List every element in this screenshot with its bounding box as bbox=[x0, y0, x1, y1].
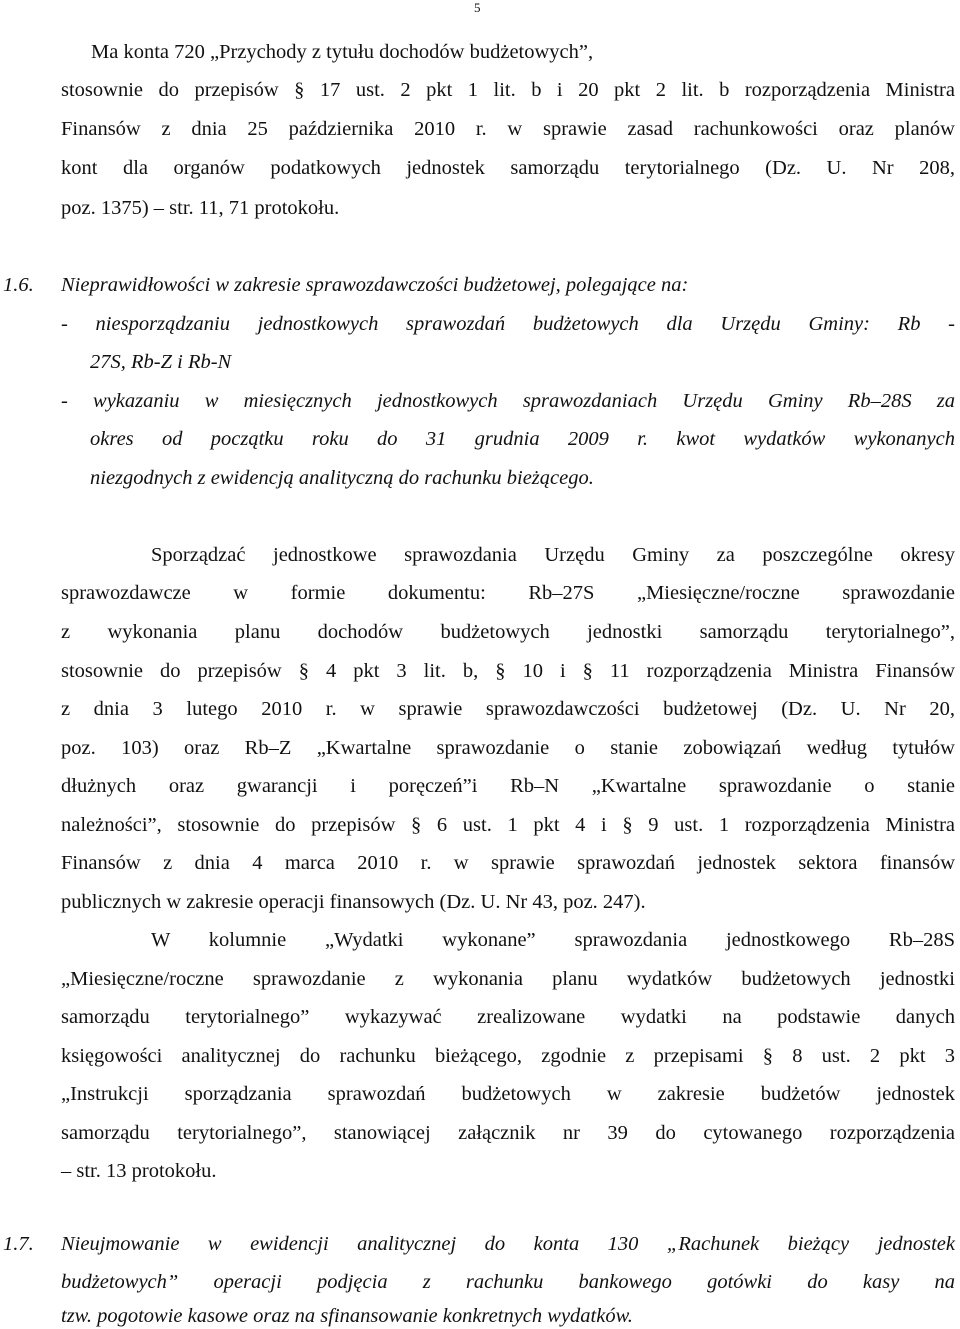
text-line: dłużnych oraz gwarancji i poręczeń”i Rb–N „Kwartalne sprawozdanie o stanie bbox=[61, 775, 955, 797]
text-line: stosownie do przepisów § 17 ust. 2 pkt 1 lit. b i 20 pkt 2 lit. b rozporządzenia Ministra bbox=[61, 79, 955, 101]
finding-number: 1.7. bbox=[3, 1233, 34, 1255]
text-line: kont dla organów podatkowych jednostek samorządu terytorialnego (Dz. U. Nr 208, bbox=[61, 157, 955, 179]
text-line: należności”, stosownie do przepisów § 6 ust. 1 pkt 4 i § 9 ust. 1 rozporządzenia Ministra bbox=[61, 814, 955, 836]
text-line: Finansów z dnia 4 marca 2010 r. w sprawie sprawozdań jednostek sektora finansów bbox=[61, 852, 955, 874]
text-line: samorządu terytorialnego”, stanowiącej załącznik nr 39 do cytowanego rozporządzenia bbox=[61, 1122, 955, 1144]
finding-item-cont: okres od początku roku do 31 grudnia 2009 r. kwot wydatków wykonanych bbox=[90, 428, 955, 450]
text-line: sprawozdawcze w formie dokumentu: Rb–27S „Miesięczne/roczne sprawozdanie bbox=[61, 582, 955, 604]
finding-item-cont: 27S, Rb-Z i Rb-N bbox=[90, 351, 232, 373]
text-line: stosownie do przepisów § 4 pkt 3 lit. b, § 10 i § 11 rozporządzenia Ministra Finansów bbox=[61, 660, 955, 682]
finding-number: 1.6. bbox=[3, 274, 34, 296]
text-line: z wykonania planu dochodów budżetowych jednostki samorządu terytorialnego”, bbox=[61, 621, 955, 643]
finding-line: Nieujmowanie w ewidencji analitycznej do konta 130 „Rachunek bieżący jednostek bbox=[61, 1233, 955, 1255]
text-line: z dnia 3 lutego 2010 r. w sprawie sprawozdawczości budżetowej (Dz. U. Nr 20, bbox=[61, 698, 955, 720]
text-line: – str. 13 protokołu. bbox=[61, 1160, 217, 1182]
text-line: samorządu terytorialnego” wykazywać zrealizowane wydatki na podstawie danych bbox=[61, 1006, 955, 1028]
finding-item: - wykazaniu w miesięcznych jednostkowych sprawozdaniach Urzędu Gminy Rb–28S za bbox=[61, 390, 955, 412]
finding-line: budżetowych” operacji podjęcia z rachunku bankowego gotówki do kasy na bbox=[61, 1271, 955, 1293]
text-line: „Miesięczne/roczne sprawozdanie z wykonania planu wydatków budżetowych jednostki bbox=[61, 968, 955, 990]
finding-line: tzw. pogotowie kasowe oraz na sfinansowanie konkretnych wydatków. bbox=[61, 1305, 633, 1327]
page-number: 5 bbox=[474, 0, 481, 15]
text-line: poz. 1375) – str. 11, 71 protokołu. bbox=[61, 197, 340, 219]
text-line: księgowości analitycznej do rachunku bieżącego, zgodnie z przepisami § 8 ust. 2 pkt 3 bbox=[61, 1045, 955, 1067]
finding-heading: Nieprawidłowości w zakresie sprawozdawczości budżetowej, polegające na: bbox=[61, 274, 689, 296]
text-line: Ma konta 720 „Przychody z tytułu dochodów budżetowych”, bbox=[91, 41, 594, 63]
finding-item-cont: niezgodnych z ewidencją analityczną do rachunku bieżącego. bbox=[90, 467, 594, 489]
text-line: „Instrukcji sporządzania sprawozdań budżetowych w zakresie budżetów jednostek bbox=[61, 1083, 955, 1105]
finding-item: - niesporządzaniu jednostkowych sprawozdań budżetowych dla Urzędu Gminy: Rb - bbox=[61, 313, 955, 335]
text-line: Finansów z dnia 25 października 2010 r. w sprawie zasad rachunkowości oraz planów bbox=[61, 118, 955, 140]
text-line: publicznych w zakresie operacji finansowych (Dz. U. Nr 43, poz. 247). bbox=[61, 891, 646, 913]
text-line: Sporządzać jednostkowe sprawozdania Urzędu Gminy za poszczególne okresy bbox=[151, 544, 955, 566]
text-line: poz. 103) oraz Rb–Z „Kwartalne sprawozdanie o stanie zobowiązań według tytułów bbox=[61, 737, 955, 759]
text-line: W kolumnie „Wydatki wykonane” sprawozdania jednostkowego Rb–28S bbox=[151, 929, 955, 951]
